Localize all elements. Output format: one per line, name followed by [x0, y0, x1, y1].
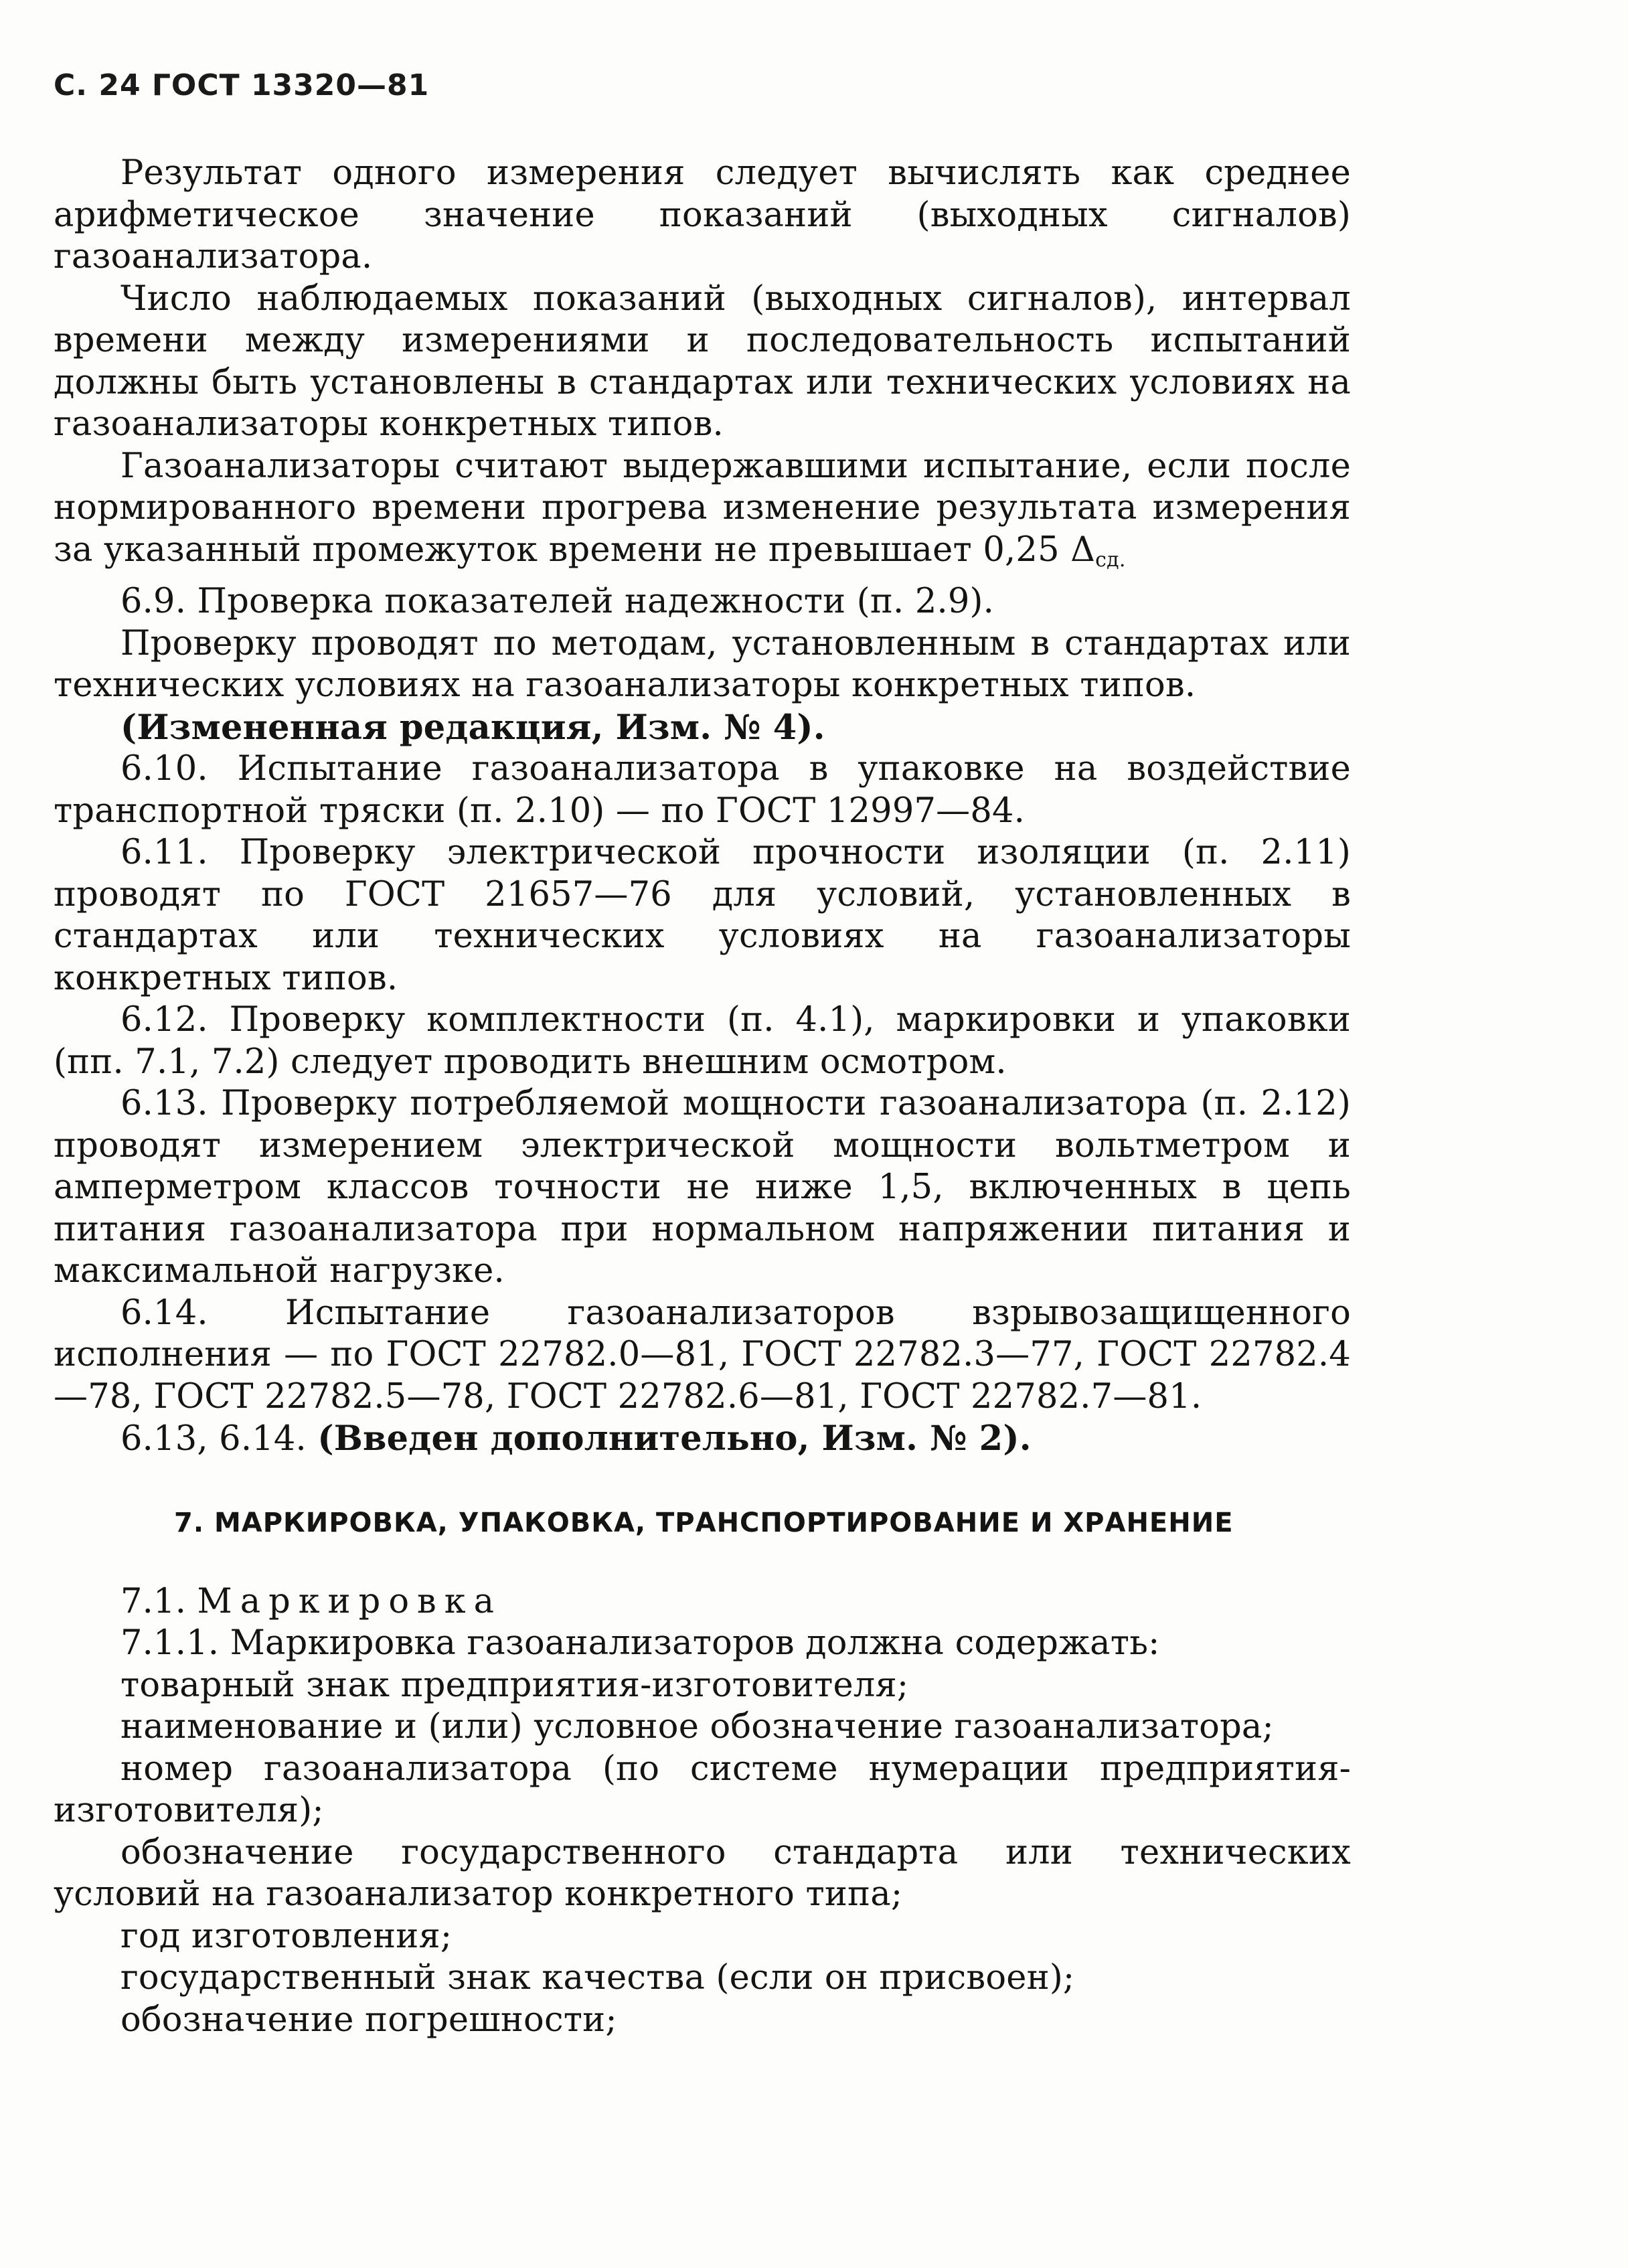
paragraph [54, 446, 1351, 582]
subsection-title: Маркировка [197, 1581, 503, 1621]
clause: 6.12. Проверку комплектности (п. 4.1), маркировки и упаковки (пп. 7.1, 7.2) следует проводить внешним осмотром. [54, 1000, 1351, 1082]
clause: 6.13. Проверку потребляемой мощности газоанализатора (п. 2.12) проводят измерением электрической мощности вольтметром и амперметром классов точности не ниже 1,5, включенных в цепь питания газоанализатора при нормальном напряжении питания и максимальной нагрузке. [54, 1084, 1351, 1291]
amendment-note: (Измененная редакция, Изм. № 4). [120, 707, 825, 748]
list-item: государственный знак качества (если он присвоен); [120, 1958, 1075, 1998]
clause: 7.1.1. Маркировка газоанализаторов должна содержать: [120, 1623, 1160, 1663]
list-item: год изготовления; [120, 1916, 453, 1956]
list-item: обозначение государственного стандарта или технических условий на газоанализатор конкретного типа; [54, 1832, 1351, 1914]
amendment-note [54, 1418, 1351, 1461]
paragraph-text: Газоанализаторы считают выдержавшими испытание, если после нормированного времени прогрева изменение результата измерения за указанный промежуток времени не превышает 0,25 Δ [54, 446, 1351, 570]
clause: 6.14. Испытание газоанализаторов взрывозащищенного исполнения — по ГОСТ 22782.0—81, ГОСТ 22782.3—77, ГОСТ 22782.4—78, ГОСТ 22782.5—78, ГОСТ 22782.6—81, ГОСТ 22782.7—81. [54, 1293, 1351, 1416]
amendment-prefix: 6.13, 6.14. [120, 1419, 318, 1459]
list-item: товарный знак предприятия-изготовителя; [120, 1665, 909, 1705]
clause: 6.11. Проверку электрической прочности изоляции (п. 2.11) проводят по ГОСТ 21657—76 для условий, установленных в стандартах или технических условиях на газоанализаторы конкретных типов. [54, 833, 1351, 998]
list-item: номер газоанализатора (по системе нумерации предприятия-изготовителя); [54, 1749, 1351, 1830]
list-item: обозначение погрешности; [120, 2000, 617, 2040]
subscript: сд. [1095, 548, 1126, 572]
clause-heading: 6.9. Проверка показателей надежности (п. 2.9). [120, 582, 995, 621]
section-title: 7. МАРКИРОВКА, УПАКОВКА, ТРАНСПОРТИРОВАНИЕ И ХРАНЕНИЕ [174, 1507, 1234, 1538]
paragraph: Результат одного измерения следует вычислять как среднее арифметическое значение показаний (выходных сигналов) газоанализатора. [54, 153, 1351, 276]
clause: 6.10. Испытание газоанализатора в упаковке на воздействие транспортной тряски (п. 2.10) — по ГОСТ 12997—84. [54, 749, 1351, 831]
paragraph: Число наблюдаемых показаний (выходных сигналов), интервал времени между измерениями и последовательность испытаний должны быть установлены в стандартах или технических условиях на газоанализаторы конкретных типов. [54, 278, 1351, 444]
amendment-text: (Введен дополнительно, Изм. № 2). [317, 1419, 1032, 1459]
document-body [54, 153, 1351, 2041]
subsection-number: 7.1. [120, 1581, 197, 1621]
list-item: наименование и (или) условное обозначение газоанализатора; [120, 1707, 1274, 1747]
paragraph: Проверку проводят по методам, установленным в стандартах или технических условиях на газоанализаторы конкретных типов. [54, 623, 1351, 705]
page-header: С. 24 ГОСТ 13320—81 [54, 68, 430, 102]
subsection-heading [54, 1581, 1351, 1623]
